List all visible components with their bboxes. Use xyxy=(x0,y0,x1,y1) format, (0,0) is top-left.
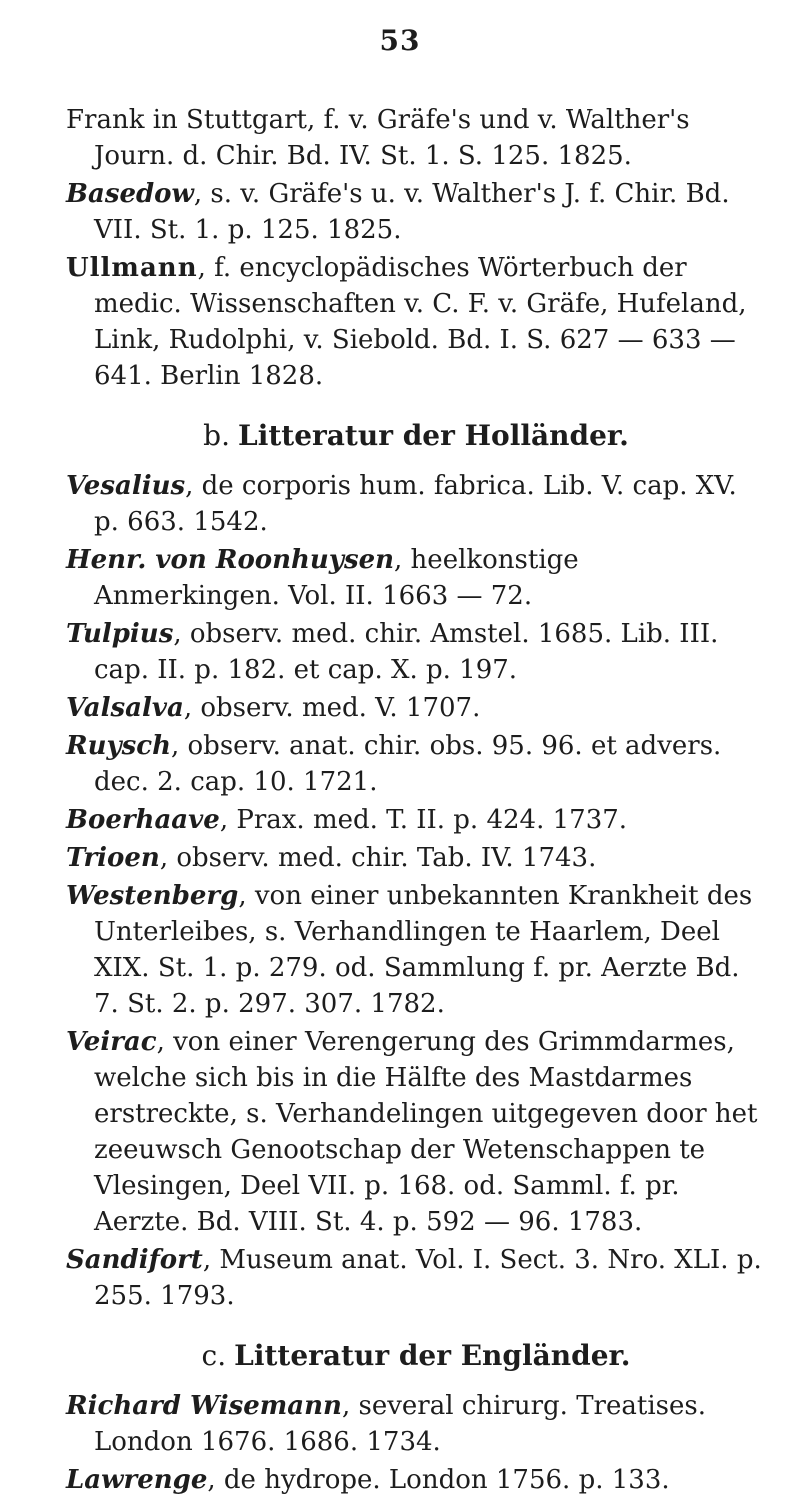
entry-author: Sandifort xyxy=(66,1245,203,1275)
bibliography-entry xyxy=(66,690,766,726)
bibliography-entry xyxy=(66,616,766,688)
entry-text: , observ. anat. chir. obs. 95. 96. et advers. dec. 2. cap. 10. 1721. xyxy=(94,731,722,797)
entry-author: Ruysch xyxy=(66,731,171,761)
entry-author: Westenberg xyxy=(66,881,239,911)
bibliography-entry xyxy=(66,250,766,394)
bibliography-entry xyxy=(66,1462,766,1498)
bibliography-entry xyxy=(66,468,766,540)
entry-author: Vesalius xyxy=(66,471,186,501)
entry-text: , s. v. Gräfe's u. v. Walther's J. f. Chir. Bd. VII. St. 1. p. 125. 1825. xyxy=(94,179,730,245)
entry-text: , de hydrope. London 1756. p. 133. xyxy=(207,1465,670,1495)
page-number: 53 xyxy=(379,24,421,57)
bibliography-entry xyxy=(66,102,766,174)
entry-text: Frank in Stuttgart, f. v. Gräfe's und v. Walther's xyxy=(66,105,690,135)
entry-author: Henr. von Roonhuysen xyxy=(66,545,395,575)
bibliography-entry xyxy=(66,840,766,876)
entry-text: , observ. med. chir. Tab. IV. 1743. xyxy=(159,843,597,873)
entry-author: Boerhaave xyxy=(66,805,220,835)
section-marker: b. xyxy=(203,419,230,452)
entry-author: Tulpius xyxy=(66,619,174,649)
bibliography-entry xyxy=(66,542,766,614)
entry-text: , several chirurg. Treatises. London 1676. 1686. 1734. xyxy=(94,1391,706,1457)
entry-author: Richard Wisemann xyxy=(66,1391,342,1421)
bibliography-entry xyxy=(66,1024,766,1240)
section-title: Litteratur der Holländer. xyxy=(238,419,629,452)
entry-author: Veirac xyxy=(66,1027,157,1057)
entry-text: , von einer unbekannten Krankheit des Unterleibes, s. Verhandlingen te Haarlem, Deel XIX. St. 1. p. 279. od. Sammlung f. pr. Aerzte Bd. 7. St. 2. p. 297. 307. 1782. xyxy=(94,881,753,1019)
page-content xyxy=(66,102,766,1500)
entry-author: Basedow xyxy=(66,179,194,209)
entry-text: , f. encyclopädisches Wörterbuch der medic. Wissenschaften v. C. F. v. Gräfe, Hufeland, Link, Rudolphi, v. Siebold. Bd. I. S. 627 — 633 — 641. Berlin 1828. xyxy=(94,253,747,391)
entry-text: Journ. d. Chir. Bd. IV. St. 1. S. 125. 1825. xyxy=(94,141,632,171)
entry-text: , Museum anat. Vol. I. Sect. 3. Nro. XLI. p. 255. 1793. xyxy=(94,1245,762,1311)
entry-text: , Prax. med. T. II. p. 424. 1737. xyxy=(219,805,628,835)
entry-text: , von einer Verengerung des Grimmdarmes, welche sich bis in die Hälfte des Mastdarmes erstreckte, s. Verhandelingen uitgegeven door het zeeuwsch Genootschap der Wetenschappen te Vlesingen, Deel VII. p. 168. od. Samml. f. pr. Aerzte. Bd. VIII. St. 4. p. 592 — 96. 1783. xyxy=(94,1027,758,1237)
section-marker: c. xyxy=(201,1339,227,1372)
entry-author: Ullmann xyxy=(66,253,198,283)
entry-text: , de corporis hum. fabrica. Lib. V. cap. XV. p. 663. 1542. xyxy=(94,471,737,537)
section-heading-englaender xyxy=(66,1336,766,1376)
bibliography-entry xyxy=(66,176,766,248)
entry-author: Valsalva xyxy=(66,693,184,723)
bibliography-entry xyxy=(66,878,766,1022)
entry-text: , observ. med. V. 1707. xyxy=(183,693,481,723)
bibliography-entry xyxy=(66,1242,766,1314)
section-heading-hollaender xyxy=(66,416,766,456)
entry-text: , heelkonstige Anmerkingen. Vol. II. 1663 — 72. xyxy=(94,545,579,611)
entry-text: , observ. med. chir. Amstel. 1685. Lib. III. cap. II. p. 182. et cap. X. p. 197. xyxy=(94,619,719,685)
section-title: Litteratur der Engländer. xyxy=(234,1339,631,1372)
entry-author: Trioen xyxy=(66,843,160,873)
bibliography-entry xyxy=(66,802,766,838)
bibliography-entry xyxy=(66,1388,766,1460)
entry-author: Lawrenge xyxy=(66,1465,208,1495)
bibliography-entry xyxy=(66,728,766,800)
